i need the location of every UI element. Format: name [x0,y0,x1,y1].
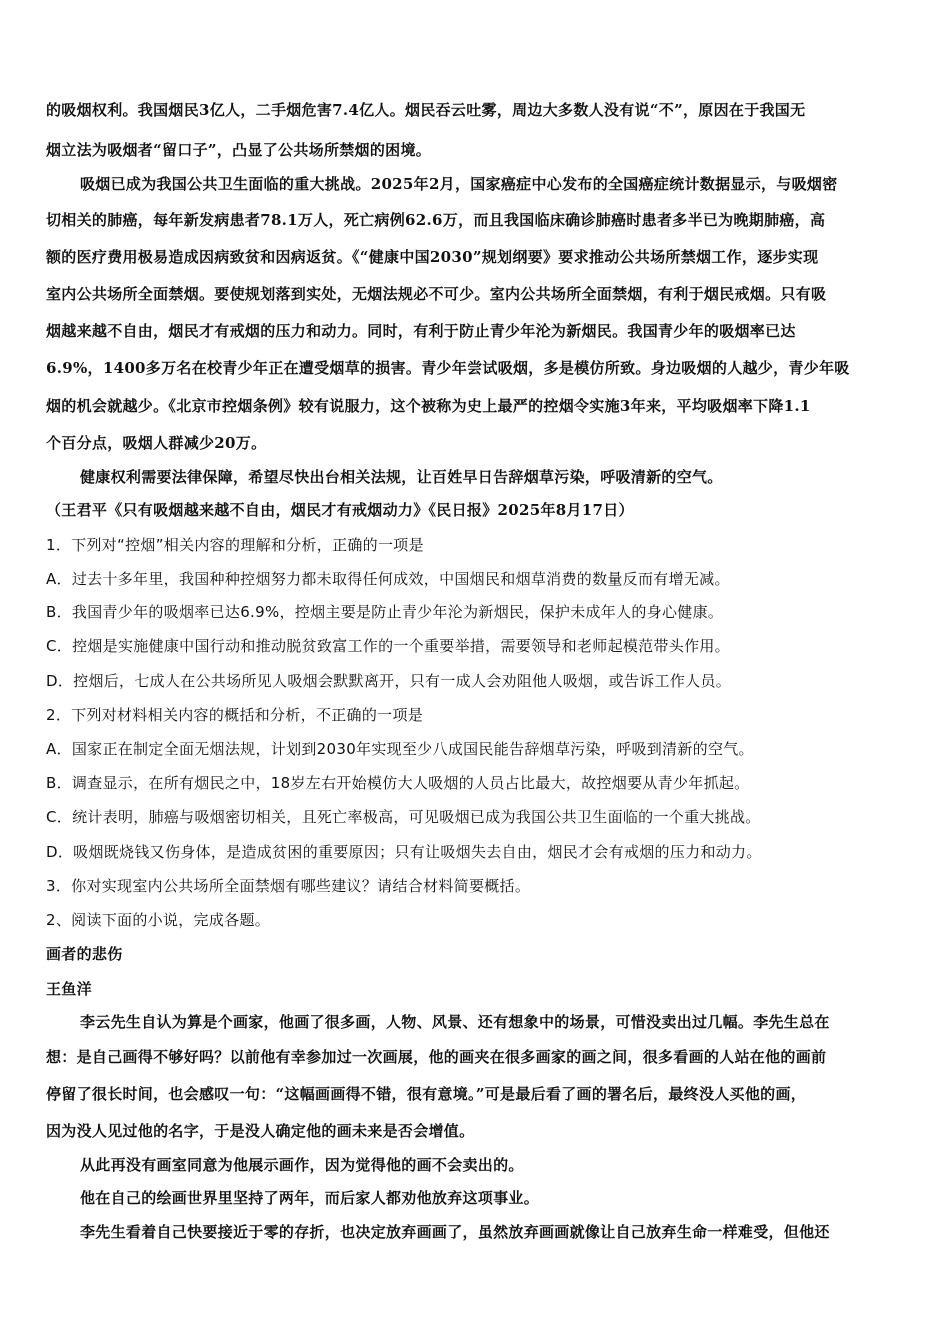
passage-line: 烟的机会就越少。《北京市控烟条例》较有说服力，这个被称为史上最严的控烟令实施3年来，平均吸烟率下降1.1 [46,397,811,415]
question-2-stem: 2．下列对材料相关内容的概括和分析，不正确的一项是 [46,706,424,724]
story-line: 从此再没有画室同意为他展示画作，因为觉得他的画不会卖出的。 [80,1156,524,1174]
question-1-option-d: D．控烟后，七成人在公共场所见人吸烟会默默离开，只有一成人会劝阻他人吸烟，或告诉工作人员。 [46,672,732,690]
question-2-option-b: B．调查显示，在所有烟民之中，18岁左右开始模仿大人吸烟的人员占比最大，故控烟要从青少年抓起。 [46,774,750,792]
passage-line: 烟立法为吸烟者“留口子”，凸显了公共场所禁烟的困境。 [46,141,432,159]
question-2-option-a: A．国家正在制定全面无烟法规，计划到2030年实现至少八成国民能告辞烟草污染，呼吸到清新的空气。 [46,740,754,758]
story-line: 因为没人见过他的名字，于是没人确定他的画未来是否会增值。 [46,1122,475,1140]
passage-line: 个百分点，吸烟人群减少20万。 [46,434,267,452]
question-2-option-d: D．吸烟既烧钱又伤身体，是造成贫困的重要原因；只有让吸烟失去自由，烟民才会有戒烟的压力和动力。 [46,843,762,861]
passage-line: 健康权利需要法律保障，希望尽快出台相关法规，让百姓早日告辞烟草污染，呼吸清新的空气。 [80,468,723,486]
passage-line: 烟越来越不自由，烟民才有戒烟的压力和动力。同时，有利于防止青少年沦为新烟民。我国青少年的吸烟率已达 [46,322,796,340]
question-1-option-b: B．我国青少年的吸烟率已达6.9%，控烟主要是防止青少年沦为新烟民，保护未成年人的身心健康。 [46,603,724,621]
story-author: 王鱼洋 [46,980,92,998]
question-3-stem: 3．你对实现室内公共场所全面禁烟有哪些建议？请结合材料简要概括。 [46,877,531,895]
section-2-instruction: 2、阅读下面的小说，完成各题。 [46,911,271,929]
passage-line: 额的医疗费用极易造成因病致贫和因病返贫。《“健康中国2030”规划纲要》要求推动公共场所禁烟工作，逐步实现 [46,248,819,266]
story-line: 停留了很长时间，也会感叹一句：“这幅画画得不错，很有意境。”可是最后看了画的署名后，最终没人买他的画， [46,1085,807,1103]
passage-line: 切相关的肺癌，每年新发病患者78.1万人，死亡病例62.6万，而且我国临床确诊肺癌时患者多半已为晚期肺癌，高 [46,211,826,229]
story-line: 李先生看着自己快要接近于零的存折，也决定放弃画画了，虽然放弃画画就像让自己放弃生命一样难受，但他还 [80,1223,830,1241]
passage-line: 室内公共场所全面禁烟。要使规划落到实处，无烟法规必不可少。室内公共场所全面禁烟，有利于烟民戒烟。只有吸 [46,285,827,303]
story-line: 想：是自己画得不够好吗？以前他有幸参加过一次画展，他的画夹在很多画家的画之间，很多看画的人站在他的画前 [46,1048,827,1066]
passage-line: 6.9%，1400多万名在校青少年正在遭受烟草的损害。青少年尝试吸烟，多是模仿所致。身边吸烟的人越少，青少年吸 [46,359,850,377]
passage-line: 吸烟已成为我国公共卫生面临的重大挑战。2025年2月，国家癌症中心发布的全国癌症统计数据显示，与吸烟密 [80,175,838,193]
passage-line: 的吸烟权利。我国烟民3亿人，二手烟危害7.4亿人。烟民吞云吐雾，周边大多数人没有说“不”，原因在于我国无 [46,101,806,119]
story-line: 李云先生自认为算是个画家，他画了很多画，人物、风景、还有想象中的场景，可惜没卖出过几幅。李先生总在 [80,1013,830,1031]
question-1-stem: 1．下列对“控烟”相关内容的理解和分析，正确的一项是 [46,536,424,554]
source-citation: （王君平《只有吸烟越来越不自由，烟民才有戒烟动力》《民日报》2025年8月17日） [46,501,634,519]
question-2-option-c: C．统计表明，肺癌与吸烟密切相关，且死亡率极高，可见吸烟已成为我国公共卫生面临的一个重大挑战。 [46,808,761,826]
question-1-option-a: A．过去十多年里，我国种种控烟努力都未取得任何成效，中国烟民和烟草消费的数量反而有增无减。 [46,570,730,588]
story-line: 他在自己的绘画世界里坚持了两年，而后家人都劝他放弃这项事业。 [80,1189,540,1207]
question-1-option-c: C．控烟是实施健康中国行动和推动脱贫致富工作的一个重要举措，需要领导和老师起模范带头作用。 [46,637,730,655]
story-title: 画者的悲伤 [46,945,123,963]
